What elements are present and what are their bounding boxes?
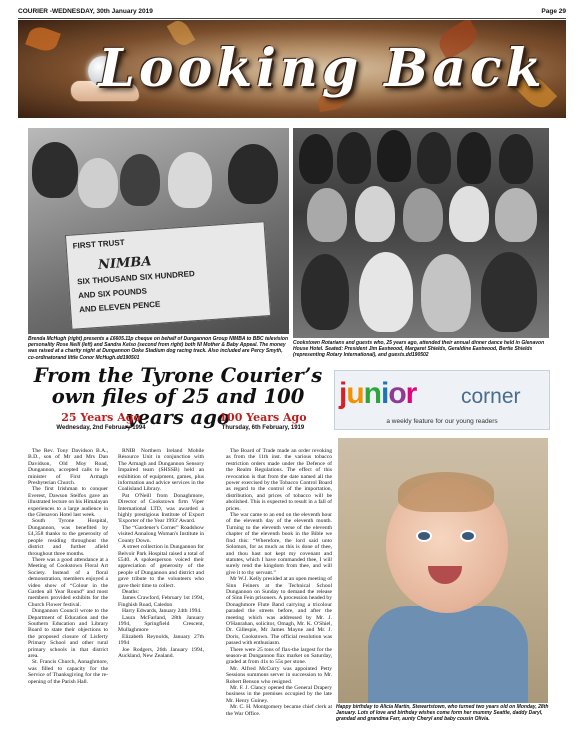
heading-25-years bbox=[28, 411, 174, 431]
article-paragraph: The “Gardener's Corner” Roadshow visited Annalong Woman's Institute in County Down. bbox=[118, 524, 204, 544]
article-paragraph: St. Francis Church, Annaghmore, was filled to capacity for the Service of Thanksgiving for the re-opening of the Parish Hall. bbox=[28, 659, 108, 685]
article-paragraph: Pat O'Neill from Donaghmore, Director of Cookstown firm Viper International LTD, was awarded a highly prestigious Institute of Export 'Exporter of the Year 1993' Award. bbox=[118, 492, 204, 525]
article-column-3 bbox=[226, 448, 332, 733]
junior-letter: o bbox=[388, 377, 406, 410]
person-figure bbox=[421, 254, 471, 332]
article-paragraph: Deaths: bbox=[122, 588, 140, 595]
article-paragraph: Harry Edwards, January 24th 1994. bbox=[122, 608, 202, 615]
article-paragraph: Mr W.J. Kelly presided at an open meeting of Sinn Feiners at the Technical School Dungannon on Sunday to demand the release of Sinn Fein prisoners. A procession headed by Donaghmore Flute Band carrying a tricolour paraded the streets before, and after the meeting which was addressed by Mr. J. O'Hanrahan, solicitor, Omagh, Mr. K. O'Shiel, Dr. Gillespie, Mr James Mayne and Mr. J. Doris, Cookstown. The official resolution was passed with enthusiasm. bbox=[226, 576, 332, 647]
person-figure bbox=[228, 144, 278, 204]
cheque-bank: FIRST TRUST bbox=[72, 237, 125, 251]
person-figure bbox=[417, 132, 451, 184]
junior-letter: n bbox=[363, 377, 381, 410]
person-figure bbox=[78, 158, 118, 208]
article-paragraph: Mr. F. J. Clancy opened the General Drapery business in the premises occupied by the late Mr. Henry Guiney. bbox=[226, 685, 332, 704]
person-figure bbox=[307, 188, 347, 242]
person-figure bbox=[359, 252, 413, 332]
page-header bbox=[18, 4, 566, 18]
person-figure bbox=[377, 130, 411, 182]
person-figure bbox=[481, 252, 537, 332]
header-rule bbox=[18, 18, 566, 19]
person-figure bbox=[32, 142, 78, 198]
junior-letter: r bbox=[405, 377, 417, 410]
person-figure bbox=[457, 132, 491, 184]
birthday-caption: Happy birthday to Alicia Martin, Stewartstown, who turned two years old on Monday, 28th January. Lots of love and birthday wishes come form her mummy Seattle, daddy Daryl, grandad and grandma Farr, aunty Cheryl and baby cousin Olivia. bbox=[336, 704, 549, 723]
heading-date: Wednesday, 2nd February 1994 bbox=[56, 425, 146, 431]
child-eye bbox=[416, 530, 432, 542]
person-figure bbox=[499, 134, 533, 184]
person-figure bbox=[355, 186, 395, 242]
child-eye bbox=[460, 530, 476, 542]
person-figure bbox=[299, 134, 333, 184]
person-figure bbox=[449, 186, 489, 242]
cheque-presentation-photo bbox=[28, 128, 289, 334]
cheque bbox=[65, 221, 271, 330]
person-figure bbox=[337, 132, 371, 184]
person-figure bbox=[168, 152, 212, 208]
autumn-leaf-icon bbox=[25, 24, 61, 55]
article-paragraph: RNIB Northern Ireland Mobile Resource Unit in conjunction with The Armagh and Dungannon Sensory Impaired team (SHSSB) held an exhibition of equipment, games, plus information and advice services in the Coalisland Library. bbox=[118, 448, 204, 493]
cheque-amount-line: AND SIX POUNDS bbox=[77, 286, 148, 301]
page-number: Page 29 bbox=[541, 7, 566, 15]
article-paragraph: Joe Rodgers, 26th January 1994, Auckland, New Zealand. bbox=[118, 646, 204, 659]
cheque-payee: NIMBA bbox=[97, 254, 152, 273]
corner-word: corner bbox=[461, 385, 521, 408]
rotarians-group-photo bbox=[293, 128, 549, 338]
banner-title: Looking Back bbox=[98, 38, 546, 99]
article-paragraph: Mr. C. H. Montgomery became chief clerk at the War Office. bbox=[226, 704, 332, 717]
heading-100-years bbox=[190, 411, 336, 431]
child-hair bbox=[398, 472, 494, 512]
heading-years: 25 Years Ago bbox=[61, 411, 141, 424]
child-figure bbox=[368, 606, 528, 703]
junior-letter: i bbox=[381, 377, 389, 410]
article-paragraph: Laura McFarland, 28th January 1994, Springfield Crescent, Mullaghmore bbox=[118, 614, 204, 634]
birthday-child-photo bbox=[338, 438, 548, 703]
looking-back-banner bbox=[18, 20, 566, 118]
article-paragraph: Dungannon Council wrote to the Department of Education and the Southern Education and Library Board to state their objections to the proposed closure of Lisferty Primary School and other rural primary schools in that district area. bbox=[28, 608, 108, 659]
heading-date: Thursday, 6th February, 1919 bbox=[221, 425, 305, 431]
cheque-amount-line: SIX THOUSAND SIX HUNDRED bbox=[76, 269, 196, 287]
article-paragraph: The first Irishman to conquer Everest, Dawson Stelfox gave an illustrated lecture on his Himalayan experiences to a large audience in the Glenavon Hotel last week. bbox=[28, 486, 108, 519]
junior-corner-masthead bbox=[334, 370, 550, 430]
photo-caption-left: Brenda McHugh (right) presents a £6605.11p cheque on behalf of Dungannon Group NIMBA to BBC television personality Rose Neill (left) and Sandra Kelso (second from right) both NI Mother & Baby Appeal. The money was raised at a charity night at Dungannon Ooke Stadium dog racing track. Also included are Percy Smyth, co-ordinatorand little Conor McHugh.dd190501 bbox=[28, 336, 289, 361]
article-paragraph: There were 25 tons of flax-the largest for the season-at Dungannon flax market on Saturday, graded at from 41s to 55s per stone. bbox=[226, 646, 332, 666]
person-figure bbox=[301, 254, 349, 330]
person-figure bbox=[120, 154, 160, 206]
article-paragraph: The war came to an end on the eleventh hour of the eleventh day of the eleventh month. Turning to the eleventh verse of the eleventh chapter of the eleventh book in the Bible we find this: “Wherefore, the lord said unto Solomon, for as much as this is done of thee, and thou hast not kept my covenant and statutes, which I have commanded thee, I will surely rend the kingdom from thee, and will give it to thy servant.” bbox=[226, 512, 332, 576]
junior-letter: u bbox=[346, 377, 364, 410]
article-paragraph: There was a good attendance at a Meeting of Cookstown Floral Art Society. Instead of a floral demonstration, members enjoyed a video show of “Colour in the Garden all Year Round” and most members provided exhibits for the Church Flower festival. bbox=[28, 556, 108, 608]
person-figure bbox=[495, 188, 537, 242]
junior-letter: j bbox=[339, 377, 347, 410]
article-headline: From the Tyrone Courier’s own files of 25 and 100 years ago bbox=[33, 364, 323, 429]
junior-logo bbox=[339, 377, 416, 411]
article-paragraph: Mr. Alfred McCurry was appointed Petty Sessions summons server in succession to Mr. Robert Benson who resigned. bbox=[226, 665, 332, 685]
person-figure bbox=[403, 188, 443, 242]
article-column-1 bbox=[28, 448, 108, 733]
article-paragraph: South Tyrone Hospital, Dungannon, was benefited by £4,358 thanks to the generosity of people residing throughout the district and further afield throughout three months. bbox=[28, 518, 108, 557]
article-paragraph: James Crawford, February 1st 1994, Finghish Road, Caledon bbox=[118, 595, 204, 608]
article-paragraph: The Rev. Tony Davidson B.A., B.D., son of Mr and Mrs Dan Davidson, Old Moy Road, Dungannon, accepted calls to be minister of First Armagh Presbyterian Church. bbox=[28, 448, 108, 487]
publication-line: COURIER -WEDNESDAY, 30th January 2019 bbox=[18, 7, 153, 15]
article-paragraph: Elizabeth Reynolds, January 27th 1994 bbox=[118, 633, 204, 647]
photo-caption-right: Cookstown Rotarians and guests who, 25 years ago, attended their annual dinner dance held in Glenavon House Hotel. Seated: President Jim Eastwood, Margaret Shields, Geraldine Eastwood, Bertie Shields (representing Rotary International), and guests.dd190502 bbox=[293, 340, 545, 359]
junior-tagline: a weekly feature for our young readers bbox=[386, 418, 498, 425]
article-paragraph: A street collection in Dungannon for Belvoir Park Hospital raised a total of £540. A spokesperson voiced their appreciation of generosity of the people of Dungannon and district and gave tribute to the volunteers who gave their time to collect. bbox=[118, 544, 204, 589]
cheque-amount-line: AND ELEVEN PENCE bbox=[78, 299, 161, 315]
article-column-2 bbox=[118, 448, 204, 733]
heading-years: 100 Years Ago bbox=[219, 411, 307, 424]
article-paragraph: The Board of Trade made an order revoking as from the 11th inst. the various tobacco restriction orders made under the Defence of the Realm Regulations. The effect of this revocation is that from the date named all the power exercised by the Tobacco Control Board as regard to the control of the importation, distribution, and prices of tobacco will be abolished. This is expected to result in a fall of prices. bbox=[226, 448, 332, 512]
